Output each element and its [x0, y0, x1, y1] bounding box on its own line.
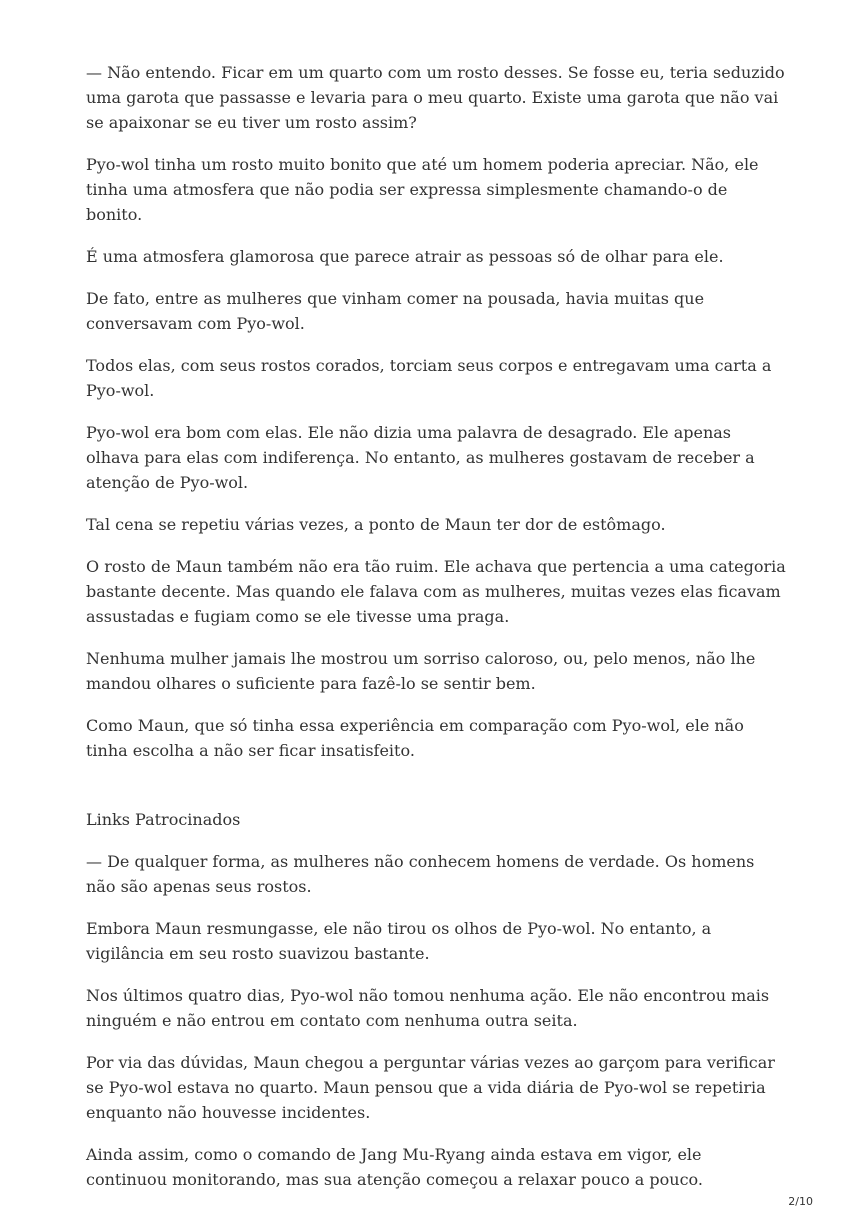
- paragraph: O rosto de Maun também não era tão ruim. Ele achava que pertencia a uma categoria bastante decente. Mas quando ele falava com as mulheres, muitas vezes elas ficavam assustadas e fugiam como se ele tivesse uma praga.: [86, 557, 786, 626]
- paragraph: De fato, entre as mulheres que vinham comer na pousada, havia muitas que conversavam com Pyo-wol.: [86, 289, 705, 333]
- page-number: 2/10: [788, 1195, 813, 1208]
- paragraph: Por via das dúvidas, Maun chegou a perguntar várias vezes ao garçom para verificar se Pyo-wol estava no quarto. Maun pensou que a vida diária de Pyo-wol se repetiria enquanto não houvesse incidentes.: [86, 1053, 775, 1122]
- ad-spacer: [86, 780, 786, 807]
- paragraph: Ainda assim, como o comando de Jang Mu-Ryang ainda estava em vigor, ele continuou monitorando, mas sua atenção começou a relaxar pouco a pouco.: [86, 1145, 703, 1189]
- paragraph: Embora Maun resmungasse, ele não tirou os olhos de Pyo-wol. No entanto, a vigilância em seu rosto suavizou bastante.: [86, 919, 712, 963]
- paragraph: Todos elas, com seus rostos corados, torciam seus corpos e entregavam uma carta a Pyo-wol.: [86, 356, 772, 400]
- paragraph: Pyo-wol tinha um rosto muito bonito que até um homem poderia apreciar. Não, ele tinha uma atmosfera que não podia ser expressa simplesmente chamando-o de bonito.: [86, 155, 759, 224]
- paragraph: Pyo-wol era bom com elas. Ele não dizia uma palavra de desagrado. Ele apenas olhava para elas com indiferença. No entanto, as mulheres gostavam de receber a atenção de Pyo-wol.: [86, 423, 755, 492]
- paragraph: Tal cena se repetiu várias vezes, a ponto de Maun ter dor de estômago.: [86, 515, 666, 534]
- paragraph: — De qualquer forma, as mulheres não conhecem homens de verdade. Os homens não são apenas seus rostos.: [86, 852, 755, 896]
- paragraph: É uma atmosfera glamorosa que parece atrair as pessoas só de olhar para ele.: [86, 247, 724, 266]
- paragraph: — Não entendo. Ficar em um quarto com um rosto desses. Se fosse eu, teria seduzido uma garota que passasse e levaria para o meu quarto. Existe uma garota que não vai se apaixonar se eu tiver um rosto assim?: [86, 63, 785, 132]
- document-page: [86, 60, 786, 1209]
- paragraph: Nos últimos quatro dias, Pyo-wol não tomou nenhuma ação. Ele não encontrou mais ninguém e não entrou em contato com nenhuma outra seita.: [86, 986, 770, 1030]
- paragraph: Nenhuma mulher jamais lhe mostrou um sorriso caloroso, ou, pelo menos, não lhe mandou olhares o suficiente para fazê-lo se sentir bem.: [86, 649, 756, 693]
- paragraph: Como Maun, que só tinha essa experiência em comparação com Pyo-wol, ele não tinha escolha a não ser ficar insatisfeito.: [86, 716, 744, 760]
- sponsored-links-label: Links Patrocinados: [86, 810, 241, 829]
